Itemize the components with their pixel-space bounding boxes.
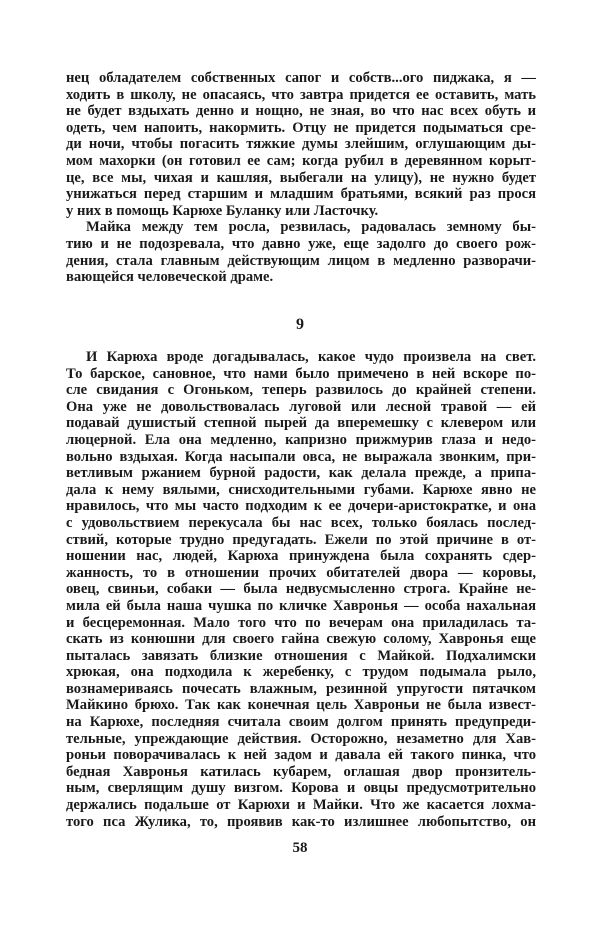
text-line: ным, сверлящим душу визгом. Корова и овцы предусмотрительно	[66, 780, 536, 797]
text-line: жанность, то в отношении прочих обитателей двора — коровы,	[66, 564, 536, 581]
text-line: хрюкая, она подходила к жеребенку, с трудом подымала рыло,	[66, 664, 536, 681]
text-line: вающейся человеческой драме.	[66, 269, 274, 286]
text-line: дения, стала главным действующим лицом в медленно разворачи-	[66, 252, 536, 269]
text-line: ствий, которые трудно предугадать. Ежели по этой причине в от-	[66, 531, 536, 548]
text-line: То барское, сановное, что нами было примечено в ней вскоре по-	[66, 365, 536, 382]
text-line: Она уже не довольствовалась луговой или лесной травой — ей	[66, 398, 536, 415]
text-line: це, все мы, чихая и кашляя, выбегали на улицу), не нужно будет	[66, 169, 536, 186]
text-line: тию и не подозревала, что давно уже, еще задолго до своего рож-	[66, 235, 536, 252]
text-line: нец обладателем собственных сапог и собств...ого пиджака, я —	[66, 70, 536, 86]
text-line: у них в помощь Карюхе Буланку или Ласточку.	[66, 202, 379, 219]
text-line: тельные, упреждающие действия. Осторожно, незаметно для Хав-	[66, 730, 536, 747]
text-line: бедная Хавронья катилась кубарем, оглашая двор пронзитель-	[66, 763, 536, 780]
text-line: одеть, чем напоить, накормить. Отцу не придется подыматься сре-	[66, 119, 536, 136]
text-line: Майкино брюхо. Так как конечная цель Хавроньи не была извест-	[66, 697, 536, 714]
text-line: мом махорки (он готовил ее сам; когда рубил в деревянном корыт-	[66, 152, 536, 169]
text-line: подавай душистый степной пырей да вперемешку с клевером или	[66, 415, 536, 432]
text-section-2	[66, 349, 536, 830]
text-line: скать из конюшни для своего гайна свежую солому, Хавронья еще	[66, 631, 536, 648]
text-section-1	[66, 70, 536, 286]
text-line: не будет вздыхать денно и нощно, не зная, во что нас всех обуть и	[66, 103, 536, 120]
text-line: вознамериваясь почесать влажным, резинной упругости пятачком	[66, 680, 536, 697]
text-line: роньи поворачивалась к ней задом и давала ей такого пинка, что	[66, 747, 536, 764]
text-line: овец, свиньи, собаки — была недвусмысленно строга. Крайне не-	[66, 581, 536, 598]
text-line: ношении нас, людей, Карюха принуждена была сохранять сдер-	[66, 548, 536, 565]
text-line: ходить в школу, не опасаясь, что завтра придется ее оставить, мать	[66, 86, 536, 103]
text-line: люцерной. Ела она медленно, капризно прижмурив глаза и недо-	[66, 431, 536, 448]
text-line: ветливым ржанием бурной радости, как делала прежде, а припа-	[66, 465, 536, 482]
text-line: Майка между тем росла, резвилась, радовалась земному бы-	[86, 219, 536, 236]
text-line: дала к нему вялыми, снисходительными губами. Карюхе явно не	[66, 481, 536, 498]
chapter-number: 9	[296, 316, 304, 333]
text-line: унижаться перед старшим и младшим братьями, всякий раз прося	[66, 186, 536, 203]
text-line: на Карюхе, последняя считала своим долгом принять предупреди-	[66, 714, 536, 731]
text-line: держались подальше от Карюхи и Майки. Что же касается лохма-	[66, 797, 536, 814]
text-line: пыталась завязать близкие отношения с Майкой. Подхалимски	[66, 647, 536, 664]
text-line: сле свидания с Огоньком, теперь развилось до крайней степени.	[66, 382, 536, 399]
text-line: нравилось, что мы часто подходим к ее дочери-аристократке, и она	[66, 498, 536, 515]
text-line: того пса Жулика, то, проявив как-то излишнее любопытство, он	[66, 813, 536, 830]
text-line: ди ночи, чтобы погасить тяжкие думы злейшим, оглушающим ды-	[66, 136, 536, 153]
page-number: 58	[292, 840, 308, 856]
text-line: И Карюха вроде догадывалась, какое чудо произвела на свет.	[86, 349, 536, 365]
text-line: с удовольствием перекусала бы нас всех, только боялась послед-	[66, 514, 536, 531]
text-line: вольно вздыхая. Когда насыпали овса, не выражала звонким, при-	[66, 448, 536, 465]
text-line: и бесцеремонная. Мало того что по вечерам она приладилась та-	[66, 614, 536, 631]
text-line: мила ей была наша чушка по кличке Хавронья — особа нахальная	[66, 597, 536, 614]
